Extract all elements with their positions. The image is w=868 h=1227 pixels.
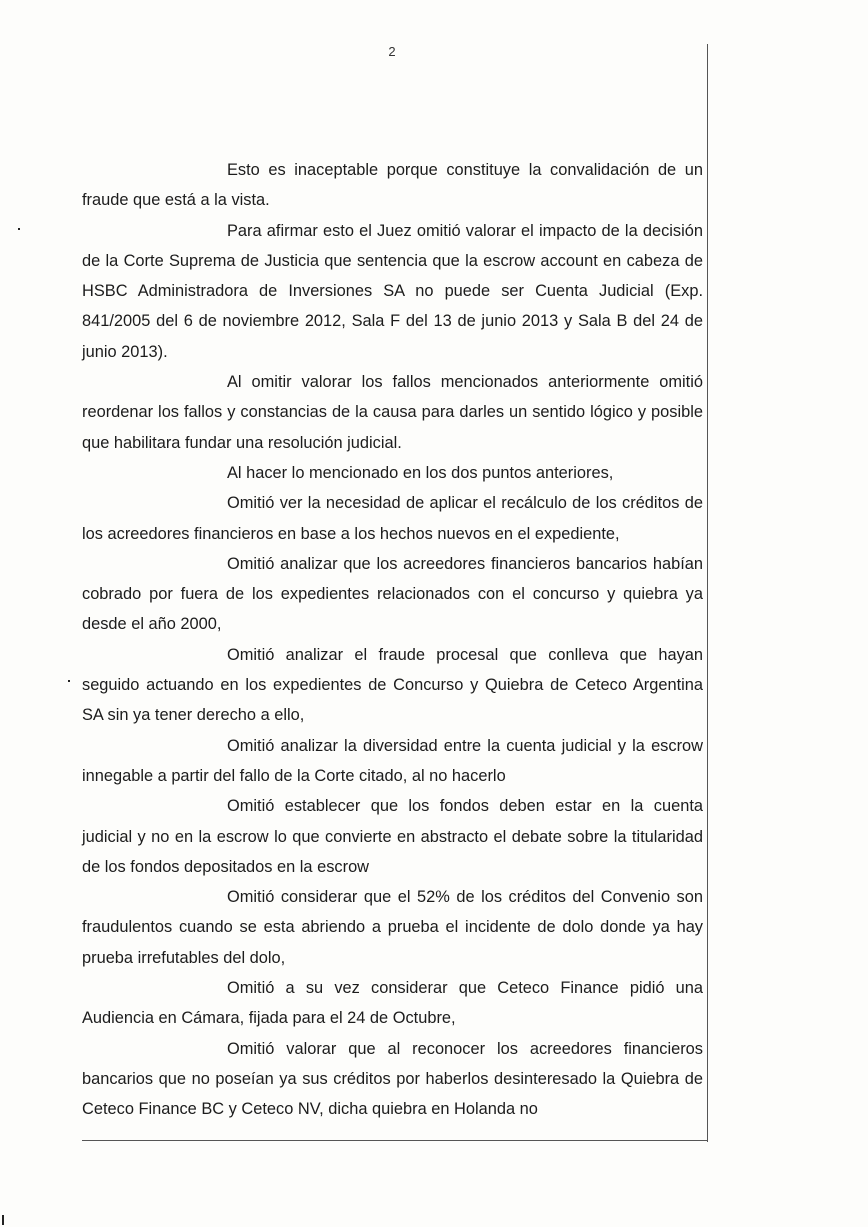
paragraph: Omitió establecer que los fondos deben estar en la cuenta judicial y no en la escrow lo que convierte en abstracto el debate sobre la titularidad de los fondos depositados en la escrow xyxy=(82,797,703,876)
paragraph: Omitió valorar que al reconocer los acreedores financieros bancarios que no poseían ya sus créditos por haberlos desinteresado la Quiebra de Ceteco Finance BC y Ceteco NV, dicha quiebra en Holanda no xyxy=(82,1039,703,1119)
paragraph: Esto es inaceptable porque constituye la convalidación de un fraude que está a la vista. xyxy=(82,161,703,210)
paragraph: Omitió ver la necesidad de aplicar el recálculo de los créditos de los acreedores financieros en base a los hechos nuevos en el expediente, xyxy=(82,494,703,543)
page-number: 2 xyxy=(388,44,396,59)
paragraph: Al omitir valorar los fallos mencionados anteriormente omitió reordenar los fallos y constancias de la causa para darles un sentido lógico y posible que habilitara fundar una resolución judicial. xyxy=(82,373,703,452)
paragraph: Omitió analizar que los acreedores financieros bancarios habían cobrado por fuera de los expedientes relacionados con el concurso y quiebra ya desde el año 2000, xyxy=(82,554,703,634)
paragraph: Omitió analizar la diversidad entre la cuenta judicial y la escrow innegable a partir del fallo de la Corte citado, al no hacerlo xyxy=(82,736,703,785)
document-body xyxy=(82,155,703,1125)
paragraph: Para afirmar esto el Juez omitió valorar el impacto de la decisión de la Corte Suprema de Justicia que sentencia que la escrow account en cabeza de HSBC Administradora de Inversiones SA no puede ser Cuenta Judicial (Exp. 841/2005 del 6 de noviembre 2012, Sala F del 13 de junio 2013 y Sala B del 24 de junio 2013). xyxy=(82,221,703,361)
bottom-margin-line xyxy=(82,1140,708,1141)
paragraph: Omitió analizar el fraude procesal que conlleva que hayan seguido actuando en los expedientes de Concurso y Quiebra de Ceteco Argentina SA sin ya tener derecho a ello, xyxy=(82,645,703,725)
scan-mark xyxy=(68,680,70,682)
paragraph: Omitió a su vez considerar que Ceteco Finance pidió una Audiencia en Cámara, fijada para el 24 de Octubre, xyxy=(82,979,703,1028)
paragraph: Al hacer lo mencionado en los dos puntos anteriores, xyxy=(227,463,614,482)
paragraph: Omitió considerar que el 52% de los créditos del Convenio son fraudulentos cuando se esta abriendo a prueba el incidente de dolo donde ya hay prueba irrefutables del dolo, xyxy=(82,888,703,967)
scan-mark xyxy=(2,1215,4,1225)
scan-mark xyxy=(18,228,20,230)
right-margin-line xyxy=(707,44,708,1142)
